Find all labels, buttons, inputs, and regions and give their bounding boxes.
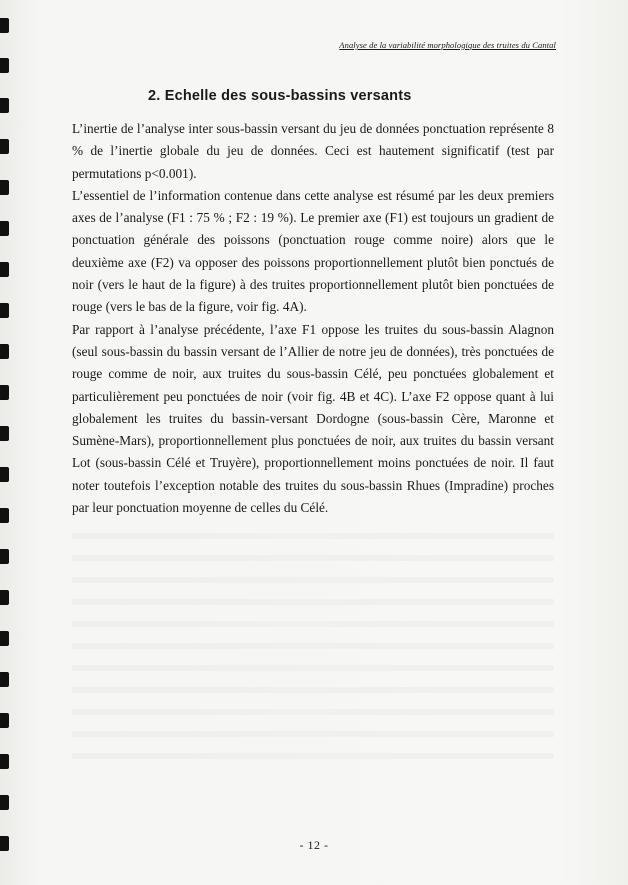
binding-hole xyxy=(0,303,9,318)
binding-hole xyxy=(0,139,9,154)
binding-hole xyxy=(0,262,9,277)
binding-hole xyxy=(0,58,9,73)
binding-hole xyxy=(0,713,9,728)
binding-hole xyxy=(0,98,9,113)
binding-hole xyxy=(0,18,9,33)
binding-hole xyxy=(0,467,9,482)
binding-hole xyxy=(0,221,9,236)
binding-hole xyxy=(0,795,9,810)
binding-hole xyxy=(0,549,9,564)
paragraph: L’inertie de l’analyse inter sous-bassin versant du jeu de données ponctuation représente 8 % de l’inertie globale du jeu de données. Ceci est hautement significatif (test par permutations p<0.001). xyxy=(72,121,554,181)
binding-hole xyxy=(0,631,9,646)
paragraph: L’essentiel de l’information contenue dans cette analyse est résumé par les deux premiers axes de l’analyse (F1 : 75 % ; F2 : 19 %). Le premier axe (F1) est toujours un gradient de ponctuation générale des poissons (ponctuation rouge comme noire) alors que le deuxième axe (F2) va opposer des poissons proportionnellement plutôt bien ponctués de noir (vers le haut de la figure) à des truites proportionnellement plutôt bien ponctuées de rouge (vers le bas de la figure, voir fig. 4A). xyxy=(72,187,554,315)
binding-hole xyxy=(0,672,9,687)
binding-hole xyxy=(0,385,9,400)
binding-holes xyxy=(0,18,10,878)
binding-hole xyxy=(0,508,9,523)
section-title: 2. Echelle des sous-bassins versants xyxy=(148,88,412,104)
binding-hole xyxy=(0,426,9,441)
body-text xyxy=(72,118,554,519)
paragraph: Par rapport à l’analyse précédente, l’axe F1 oppose les truites du sous-bassin Alagnon (seul sous-bassin du bassin versant de l’Allier de notre jeu de données), très ponctuées de rouge comme de noir, aux truites du sous-bassin Célé, peu ponctuées globalement et particulièrement peu ponctuées de noir (voir fig. 4B et 4C). L’axe F2 oppose quant à lui globalement les truites du bassin-versant Dordogne (sous-bassin Cère, Maronne et Sumène-Mars), proportionnellement plus ponctuées de noir, aux truites du bassin versant Lot (sous-bassin Célé et Truyère), proportionnellement moins ponctuées de noir. Il faut noter toutefois l’exception notable des truites du sous-bassin Rhues (Impradine) proches par leur ponctuation moyenne de celles du Célé. xyxy=(72,321,554,516)
page-number: - 12 - xyxy=(299,838,329,852)
binding-hole xyxy=(0,344,9,359)
show-through-text xyxy=(72,520,554,770)
running-header: Analyse de la variabilité morphologique des truites du Cantal xyxy=(339,40,556,50)
binding-hole xyxy=(0,180,9,195)
binding-hole xyxy=(0,590,9,605)
binding-hole xyxy=(0,754,9,769)
